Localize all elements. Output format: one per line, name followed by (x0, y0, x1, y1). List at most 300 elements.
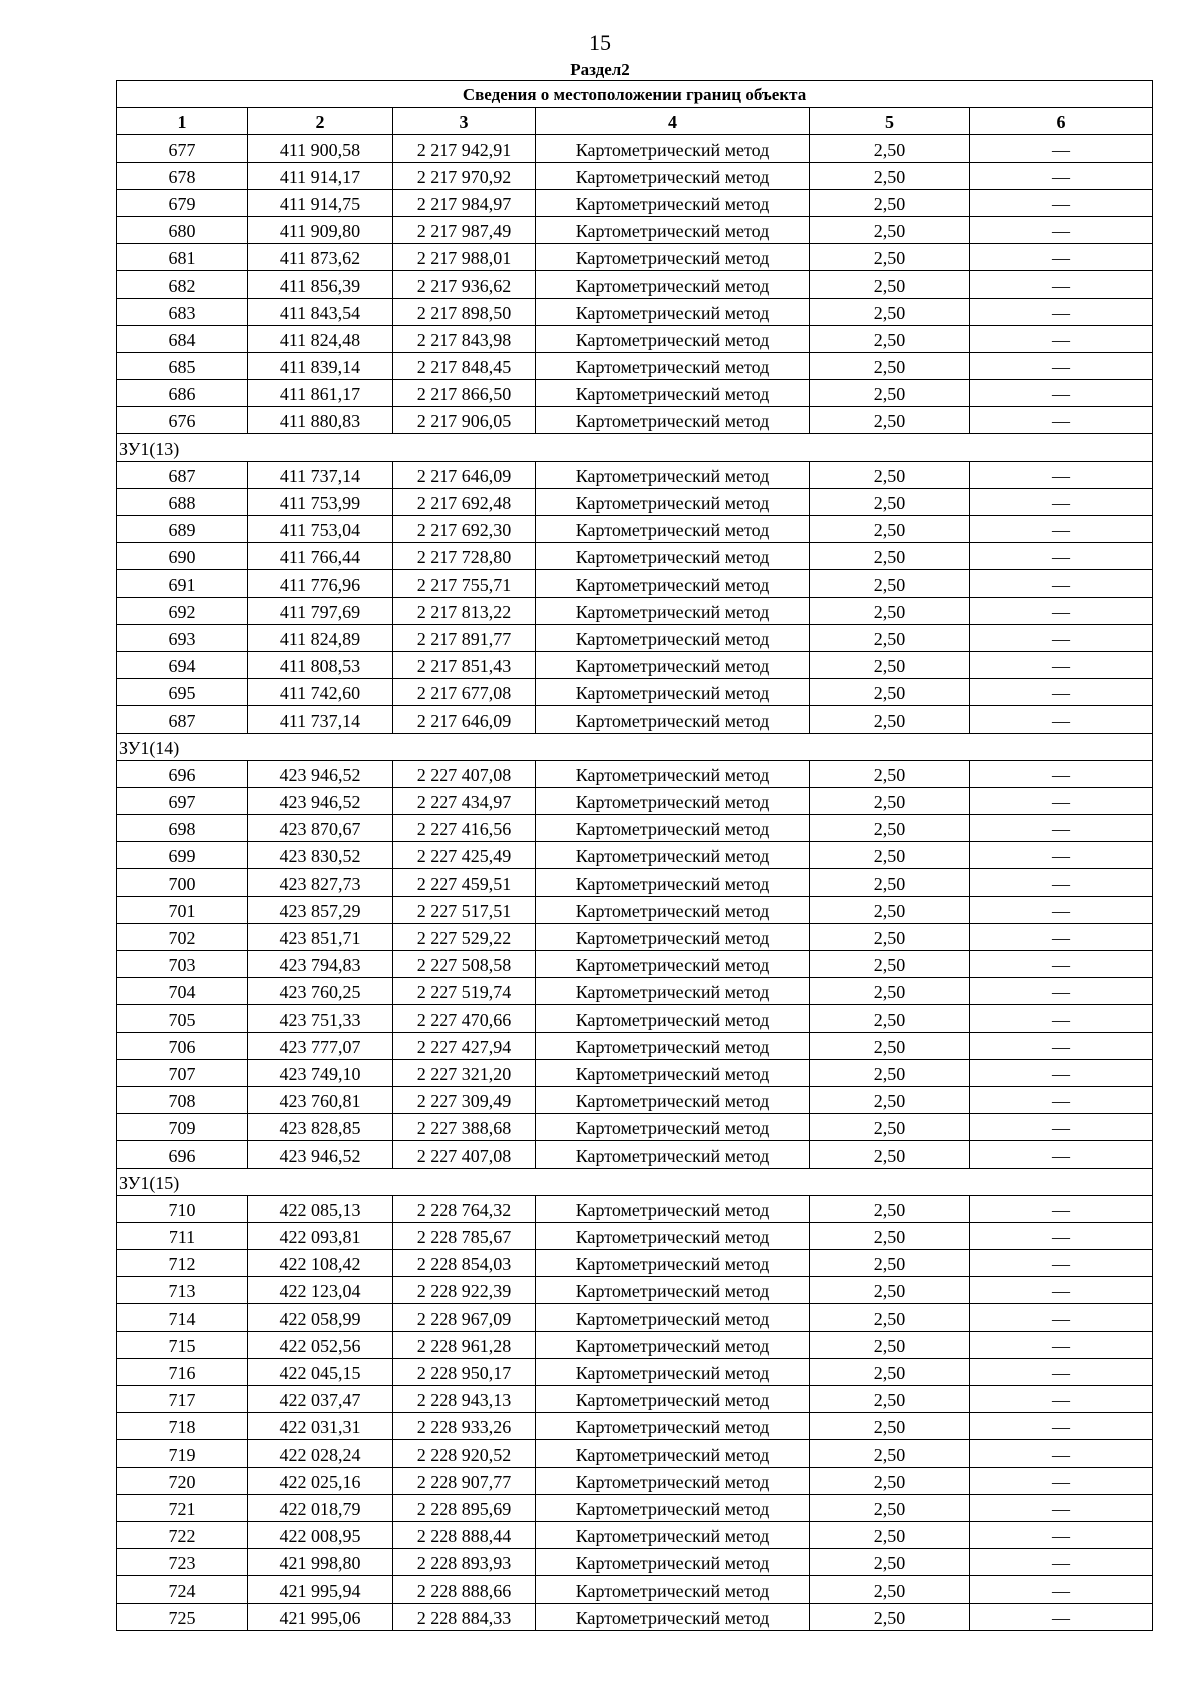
cell-col-4: Картометрический метод (536, 787, 810, 814)
cell-col-4: Картометрический метод (536, 923, 810, 950)
cell-col-1: 692 (117, 597, 248, 624)
table-row (117, 1576, 1153, 1603)
cell-col-4: Картометрический метод (536, 842, 810, 869)
cell-col-2: 411 766,44 (248, 543, 393, 570)
cell-col-5: 2,50 (810, 1195, 970, 1222)
cell-col-3: 2 227 388,68 (393, 1114, 536, 1141)
cell-col-6: — (970, 951, 1153, 978)
cell-col-4: Картометрический метод (536, 869, 810, 896)
cell-col-1: 696 (117, 760, 248, 787)
cell-col-5: 2,50 (810, 271, 970, 298)
table-row (117, 896, 1153, 923)
cell-col-3: 2 227 309,49 (393, 1086, 536, 1113)
cell-col-4: Картометрический метод (536, 135, 810, 162)
cell-col-6: — (970, 271, 1153, 298)
column-header-3: 3 (393, 108, 536, 135)
cell-col-2: 422 028,24 (248, 1440, 393, 1467)
table-row (117, 1222, 1153, 1249)
cell-col-5: 2,50 (810, 1005, 970, 1032)
cell-col-1: 687 (117, 706, 248, 733)
cell-col-5: 2,50 (810, 869, 970, 896)
cell-col-6: — (970, 216, 1153, 243)
cell-col-6: — (970, 325, 1153, 352)
cell-col-2: 423 946,52 (248, 787, 393, 814)
cell-col-1: 705 (117, 1005, 248, 1032)
cell-col-1: 715 (117, 1331, 248, 1358)
column-header-row (117, 108, 1153, 135)
cell-col-5: 2,50 (810, 896, 970, 923)
cell-col-2: 411 737,14 (248, 706, 393, 733)
table-row (117, 1413, 1153, 1440)
cell-col-2: 411 880,83 (248, 407, 393, 434)
cell-col-5: 2,50 (810, 1386, 970, 1413)
cell-col-6: — (970, 543, 1153, 570)
cell-col-2: 423 851,71 (248, 923, 393, 950)
cell-col-3: 2 227 508,58 (393, 951, 536, 978)
cell-col-5: 2,50 (810, 1603, 970, 1630)
cell-col-2: 423 870,67 (248, 815, 393, 842)
cell-col-4: Картометрический метод (536, 651, 810, 678)
cell-col-1: 714 (117, 1304, 248, 1331)
cell-col-3: 2 228 920,52 (393, 1440, 536, 1467)
cell-col-1: 696 (117, 1141, 248, 1168)
table-row (117, 651, 1153, 678)
cell-col-1: 712 (117, 1250, 248, 1277)
cell-col-3: 2 228 785,67 (393, 1222, 536, 1249)
cell-col-4: Картометрический метод (536, 189, 810, 216)
cell-col-5: 2,50 (810, 189, 970, 216)
cell-col-5: 2,50 (810, 488, 970, 515)
column-header-1: 1 (117, 108, 248, 135)
table-row (117, 1331, 1153, 1358)
cell-col-1: 725 (117, 1603, 248, 1630)
cell-col-3: 2 217 692,48 (393, 488, 536, 515)
cell-col-6: — (970, 869, 1153, 896)
cell-col-2: 422 031,31 (248, 1413, 393, 1440)
cell-col-5: 2,50 (810, 760, 970, 787)
cell-col-4: Картометрический метод (536, 325, 810, 352)
cell-col-1: 681 (117, 244, 248, 271)
cell-col-4: Картометрический метод (536, 1467, 810, 1494)
cell-col-4: Картометрический метод (536, 1603, 810, 1630)
cell-col-6: — (970, 896, 1153, 923)
table-row (117, 1521, 1153, 1548)
cell-col-2: 411 808,53 (248, 651, 393, 678)
cell-col-2: 411 839,14 (248, 352, 393, 379)
cell-col-6: — (970, 787, 1153, 814)
cell-col-6: — (970, 624, 1153, 651)
cell-col-6: — (970, 1032, 1153, 1059)
cell-col-3: 2 217 728,80 (393, 543, 536, 570)
group-label: ЗУ1(15) (117, 1168, 1153, 1195)
cell-col-1: 678 (117, 162, 248, 189)
group-row (117, 733, 1153, 760)
cell-col-2: 423 946,52 (248, 1141, 393, 1168)
cell-col-4: Картометрический метод (536, 1032, 810, 1059)
cell-col-5: 2,50 (810, 516, 970, 543)
table-caption-row (117, 81, 1153, 108)
cell-col-4: Картометрический метод (536, 951, 810, 978)
cell-col-3: 2 228 961,28 (393, 1331, 536, 1358)
cell-col-2: 421 998,80 (248, 1549, 393, 1576)
cell-col-2: 423 828,85 (248, 1114, 393, 1141)
table-row (117, 760, 1153, 787)
cell-col-3: 2 217 906,05 (393, 407, 536, 434)
table-row (117, 1386, 1153, 1413)
column-header-2: 2 (248, 108, 393, 135)
cell-col-6: — (970, 1114, 1153, 1141)
cell-col-6: — (970, 352, 1153, 379)
cell-col-2: 423 946,52 (248, 760, 393, 787)
cell-col-2: 423 857,29 (248, 896, 393, 923)
cell-col-6: — (970, 651, 1153, 678)
cell-col-1: 693 (117, 624, 248, 651)
table-row (117, 1494, 1153, 1521)
cell-col-5: 2,50 (810, 570, 970, 597)
cell-col-6: — (970, 1521, 1153, 1548)
cell-col-3: 2 217 646,09 (393, 461, 536, 488)
cell-col-2: 411 742,60 (248, 679, 393, 706)
cell-col-2: 422 058,99 (248, 1304, 393, 1331)
cell-col-4: Картометрический метод (536, 679, 810, 706)
table-row (117, 624, 1153, 651)
cell-col-6: — (970, 298, 1153, 325)
cell-col-2: 422 093,81 (248, 1222, 393, 1249)
cell-col-3: 2 227 434,97 (393, 787, 536, 814)
cell-col-4: Картометрический метод (536, 1086, 810, 1113)
cell-col-5: 2,50 (810, 162, 970, 189)
cell-col-6: — (970, 923, 1153, 950)
cell-col-3: 2 217 988,01 (393, 244, 536, 271)
cell-col-3: 2 228 884,33 (393, 1603, 536, 1630)
cell-col-3: 2 228 933,26 (393, 1413, 536, 1440)
cell-col-6: — (970, 1386, 1153, 1413)
cell-col-1: 677 (117, 135, 248, 162)
cell-col-2: 411 914,75 (248, 189, 393, 216)
cell-col-1: 723 (117, 1549, 248, 1576)
cell-col-5: 2,50 (810, 1576, 970, 1603)
cell-col-3: 2 227 517,51 (393, 896, 536, 923)
cell-col-5: 2,50 (810, 951, 970, 978)
cell-col-3: 2 217 848,45 (393, 352, 536, 379)
cell-col-4: Картометрический метод (536, 760, 810, 787)
cell-col-5: 2,50 (810, 1304, 970, 1331)
cell-col-1: 707 (117, 1059, 248, 1086)
cell-col-3: 2 228 943,13 (393, 1386, 536, 1413)
cell-col-4: Картометрический метод (536, 461, 810, 488)
cell-col-3: 2 227 529,22 (393, 923, 536, 950)
table-row (117, 597, 1153, 624)
cell-col-3: 2 217 677,08 (393, 679, 536, 706)
cell-col-3: 2 217 692,30 (393, 516, 536, 543)
cell-col-2: 411 797,69 (248, 597, 393, 624)
cell-col-5: 2,50 (810, 461, 970, 488)
cell-col-6: — (970, 1141, 1153, 1168)
cell-col-6: — (970, 407, 1153, 434)
cell-col-5: 2,50 (810, 597, 970, 624)
cell-col-6: — (970, 189, 1153, 216)
cell-col-1: 694 (117, 651, 248, 678)
table-row (117, 869, 1153, 896)
table-row (117, 815, 1153, 842)
table-row (117, 1114, 1153, 1141)
table-row (117, 244, 1153, 271)
cell-col-6: — (970, 1059, 1153, 1086)
cell-col-1: 686 (117, 380, 248, 407)
cell-col-5: 2,50 (810, 380, 970, 407)
cell-col-3: 2 217 755,71 (393, 570, 536, 597)
cell-col-5: 2,50 (810, 1358, 970, 1385)
cell-col-6: — (970, 1413, 1153, 1440)
cell-col-3: 2 227 407,08 (393, 760, 536, 787)
cell-col-2: 411 861,17 (248, 380, 393, 407)
cell-col-1: 695 (117, 679, 248, 706)
cell-col-3: 2 228 854,03 (393, 1250, 536, 1277)
cell-col-3: 2 217 984,97 (393, 189, 536, 216)
column-header-4: 4 (536, 108, 810, 135)
cell-col-6: — (970, 1331, 1153, 1358)
cell-col-6: — (970, 570, 1153, 597)
cell-col-1: 724 (117, 1576, 248, 1603)
cell-col-4: Картометрический метод (536, 706, 810, 733)
cell-col-4: Картометрический метод (536, 1277, 810, 1304)
cell-col-6: — (970, 679, 1153, 706)
cell-col-5: 2,50 (810, 407, 970, 434)
cell-col-5: 2,50 (810, 624, 970, 651)
table-row (117, 923, 1153, 950)
cell-col-6: — (970, 1467, 1153, 1494)
table-row (117, 488, 1153, 515)
cell-col-2: 411 856,39 (248, 271, 393, 298)
cell-col-3: 2 217 646,09 (393, 706, 536, 733)
cell-col-6: — (970, 1086, 1153, 1113)
cell-col-2: 422 037,47 (248, 1386, 393, 1413)
cell-col-4: Картометрический метод (536, 1331, 810, 1358)
cell-col-2: 422 085,13 (248, 1195, 393, 1222)
cell-col-3: 2 217 851,43 (393, 651, 536, 678)
cell-col-3: 2 227 321,20 (393, 1059, 536, 1086)
cell-col-4: Картометрический метод (536, 1005, 810, 1032)
cell-col-1: 688 (117, 488, 248, 515)
table-row (117, 679, 1153, 706)
cell-col-3: 2 217 898,50 (393, 298, 536, 325)
cell-col-3: 2 228 922,39 (393, 1277, 536, 1304)
cell-col-2: 422 108,42 (248, 1250, 393, 1277)
cell-col-4: Картометрический метод (536, 896, 810, 923)
table-row (117, 516, 1153, 543)
cell-col-2: 411 824,89 (248, 624, 393, 651)
cell-col-3: 2 227 416,56 (393, 815, 536, 842)
cell-col-5: 2,50 (810, 1467, 970, 1494)
cell-col-4: Картометрический метод (536, 1059, 810, 1086)
cell-col-2: 411 914,17 (248, 162, 393, 189)
cell-col-5: 2,50 (810, 1277, 970, 1304)
cell-col-6: — (970, 135, 1153, 162)
cell-col-1: 713 (117, 1277, 248, 1304)
cell-col-2: 422 052,56 (248, 1331, 393, 1358)
cell-col-2: 421 995,06 (248, 1603, 393, 1630)
cell-col-5: 2,50 (810, 787, 970, 814)
cell-col-6: — (970, 1440, 1153, 1467)
cell-col-2: 423 794,83 (248, 951, 393, 978)
cell-col-5: 2,50 (810, 1250, 970, 1277)
group-row (117, 434, 1153, 461)
cell-col-1: 697 (117, 787, 248, 814)
table-row (117, 352, 1153, 379)
cell-col-1: 687 (117, 461, 248, 488)
cell-col-1: 717 (117, 1386, 248, 1413)
cell-col-4: Картометрический метод (536, 1222, 810, 1249)
cell-col-1: 702 (117, 923, 248, 950)
cell-col-5: 2,50 (810, 651, 970, 678)
cell-col-6: — (970, 1277, 1153, 1304)
cell-col-3: 2 227 427,94 (393, 1032, 536, 1059)
table-row (117, 1141, 1153, 1168)
table-row (117, 706, 1153, 733)
cell-col-2: 411 737,14 (248, 461, 393, 488)
cell-col-2: 423 777,07 (248, 1032, 393, 1059)
cell-col-1: 680 (117, 216, 248, 243)
cell-col-1: 710 (117, 1195, 248, 1222)
cell-col-2: 422 018,79 (248, 1494, 393, 1521)
cell-col-5: 2,50 (810, 1413, 970, 1440)
table-row (117, 298, 1153, 325)
cell-col-5: 2,50 (810, 1222, 970, 1249)
cell-col-6: — (970, 815, 1153, 842)
table-row (117, 1005, 1153, 1032)
cell-col-4: Картометрический метод (536, 1494, 810, 1521)
table-row (117, 1277, 1153, 1304)
cell-col-4: Картометрический метод (536, 1386, 810, 1413)
cell-col-1: 685 (117, 352, 248, 379)
table-row (117, 271, 1153, 298)
table-row (117, 189, 1153, 216)
cell-col-3: 2 217 891,77 (393, 624, 536, 651)
cell-col-1: 711 (117, 1222, 248, 1249)
table-row (117, 135, 1153, 162)
cell-col-2: 423 749,10 (248, 1059, 393, 1086)
cell-col-3: 2 228 967,09 (393, 1304, 536, 1331)
cell-col-1: 703 (117, 951, 248, 978)
cell-col-5: 2,50 (810, 923, 970, 950)
table-caption: Сведения о местоположении границ объекта (117, 81, 1153, 108)
cell-col-4: Картометрический метод (536, 216, 810, 243)
cell-col-1: 698 (117, 815, 248, 842)
cell-col-4: Картометрический метод (536, 352, 810, 379)
cell-col-1: 709 (117, 1114, 248, 1141)
cell-col-2: 423 827,73 (248, 869, 393, 896)
table-row (117, 325, 1153, 352)
cell-col-1: 722 (117, 1521, 248, 1548)
cell-col-3: 2 228 907,77 (393, 1467, 536, 1494)
cell-col-4: Картометрический метод (536, 815, 810, 842)
cell-col-2: 423 760,25 (248, 978, 393, 1005)
cell-col-1: 719 (117, 1440, 248, 1467)
cell-col-3: 2 228 764,32 (393, 1195, 536, 1222)
group-label: ЗУ1(13) (117, 434, 1153, 461)
table-row (117, 1086, 1153, 1113)
cell-col-1: 701 (117, 896, 248, 923)
table-row (117, 162, 1153, 189)
cell-col-2: 422 045,15 (248, 1358, 393, 1385)
table-row (117, 842, 1153, 869)
cell-col-6: — (970, 380, 1153, 407)
cell-col-4: Картометрический метод (536, 162, 810, 189)
table-header (117, 81, 1153, 135)
cell-col-4: Картометрический метод (536, 978, 810, 1005)
cell-col-6: — (970, 162, 1153, 189)
cell-col-4: Картометрический метод (536, 1141, 810, 1168)
cell-col-5: 2,50 (810, 842, 970, 869)
cell-col-4: Картометрический метод (536, 543, 810, 570)
cell-col-2: 411 776,96 (248, 570, 393, 597)
cell-col-6: — (970, 1358, 1153, 1385)
cell-col-6: — (970, 760, 1153, 787)
cell-col-4: Картометрический метод (536, 244, 810, 271)
cell-col-5: 2,50 (810, 216, 970, 243)
table-row (117, 1250, 1153, 1277)
cell-col-4: Картометрический метод (536, 1114, 810, 1141)
cell-col-4: Картометрический метод (536, 516, 810, 543)
cell-col-6: — (970, 488, 1153, 515)
cell-col-3: 2 228 893,93 (393, 1549, 536, 1576)
cell-col-6: — (970, 1576, 1153, 1603)
column-header-5: 5 (810, 108, 970, 135)
cell-col-1: 684 (117, 325, 248, 352)
cell-col-3: 2 228 895,69 (393, 1494, 536, 1521)
cell-col-1: 716 (117, 1358, 248, 1385)
cell-col-4: Картометрический метод (536, 570, 810, 597)
cell-col-3: 2 228 888,44 (393, 1521, 536, 1548)
cell-col-1: 683 (117, 298, 248, 325)
cell-col-6: — (970, 978, 1153, 1005)
cell-col-1: 708 (117, 1086, 248, 1113)
cell-col-1: 689 (117, 516, 248, 543)
cell-col-6: — (970, 461, 1153, 488)
cell-col-1: 690 (117, 543, 248, 570)
cell-col-5: 2,50 (810, 135, 970, 162)
cell-col-3: 2 227 459,51 (393, 869, 536, 896)
table-row (117, 1358, 1153, 1385)
cell-col-2: 423 760,81 (248, 1086, 393, 1113)
table-row (117, 1195, 1153, 1222)
cell-col-1: 718 (117, 1413, 248, 1440)
cell-col-2: 411 900,58 (248, 135, 393, 162)
section-title: Раздел2 (570, 60, 630, 79)
cell-col-1: 720 (117, 1467, 248, 1494)
cell-col-5: 2,50 (810, 1114, 970, 1141)
cell-col-5: 2,50 (810, 1032, 970, 1059)
table-row (117, 787, 1153, 814)
cell-col-6: — (970, 1603, 1153, 1630)
table-row (117, 1059, 1153, 1086)
column-header-6: 6 (970, 108, 1153, 135)
table-row (117, 407, 1153, 434)
table-row (117, 1467, 1153, 1494)
table-row (117, 1549, 1153, 1576)
cell-col-4: Картометрический метод (536, 597, 810, 624)
cell-col-4: Картометрический метод (536, 380, 810, 407)
table-row (117, 570, 1153, 597)
cell-col-4: Картометрический метод (536, 624, 810, 651)
cell-col-6: — (970, 1304, 1153, 1331)
table-row (117, 461, 1153, 488)
cell-col-3: 2 228 888,66 (393, 1576, 536, 1603)
cell-col-5: 2,50 (810, 352, 970, 379)
cell-col-5: 2,50 (810, 325, 970, 352)
cell-col-6: — (970, 516, 1153, 543)
cell-col-5: 2,50 (810, 978, 970, 1005)
